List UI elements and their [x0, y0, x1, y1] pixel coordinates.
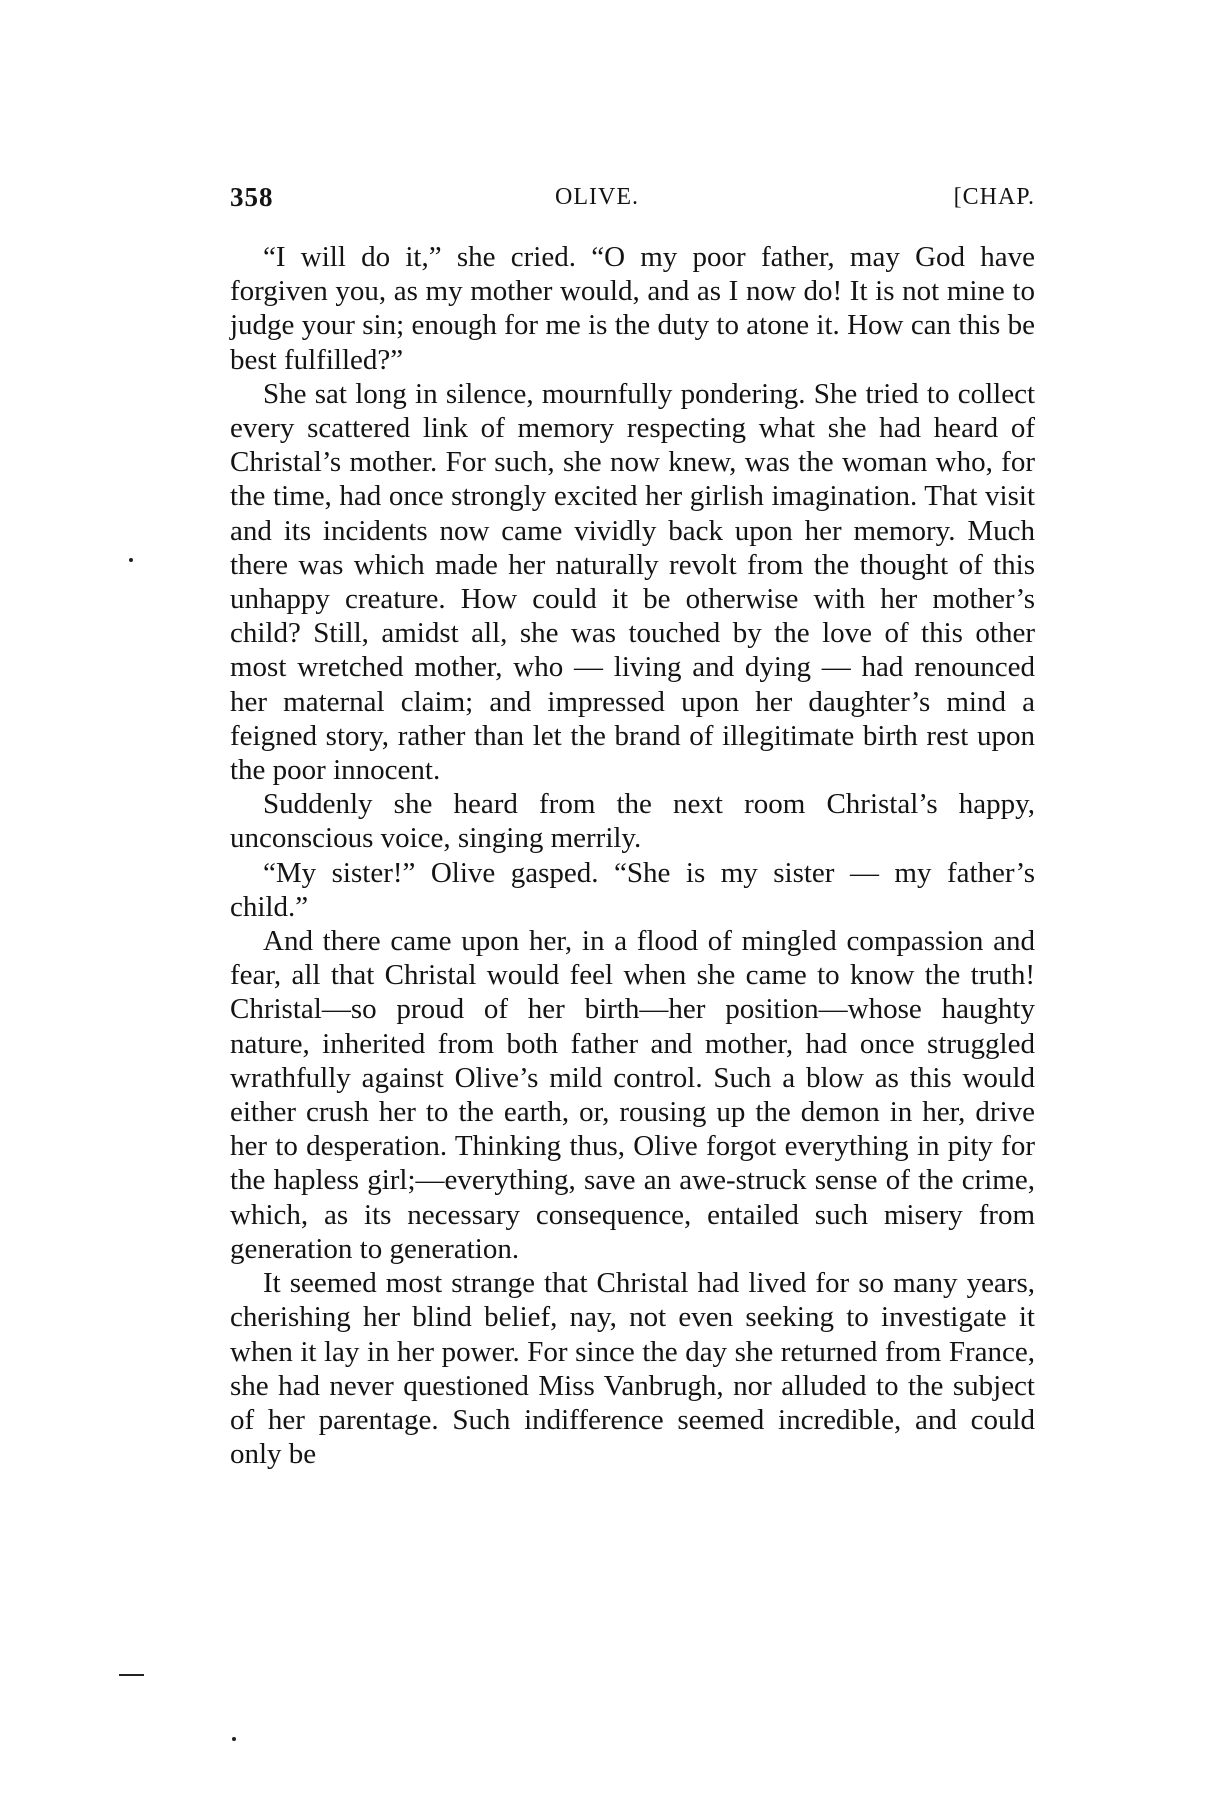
page-header: [230, 182, 1035, 222]
paragraph: It seemed most strange that Christal had lived for so many years, cherishing her blind belief, nay, not even seeking to investigate it when it lay in her power. For since the day she returned from France, she had never questioned Miss Vanbrugh, nor alluded to the subject of her parentage. Such indifference seemed incredible, and could only be: [230, 1267, 1035, 1471]
paragraph: She sat long in silence, mournfully pondering. She tried to collect every scattered link of memory respecting what she had heard of Christal’s mother. For such, she now knew, was the woman who, for the time, had once strongly excited her girlish imagination. That visit and its incidents now came vividly back upon her memory. Much there was which made her naturally revolt from the thought of this unhappy creature. How could it be otherwise with her mother’s child? Still, amidst all, she was touched by the love of this other most wretched mother, who — living and dying — had renounced her maternal claim; and impressed upon her daughter’s mind a feigned story, rather than let the brand of illegitimate birth rest upon the poor innocent.: [230, 377, 1035, 787]
margin-dot-mark: [129, 558, 133, 562]
paragraph: And there came upon her, in a flood of mingled compassion and fear, all that Christal would feel when she came to know the truth! Christal—so proud of her birth—her position—whose haughty nature, inherited from both father and mother, had once struggled wrathfully against Olive’s mild control. Such a blow as this would either crush her to the earth, or, rousing up the demon in her, drive her to desperation. Thinking thus, Olive forgot everything in pity for the hapless girl;—everything, save an awe-struck sense of the crime, which, as its necessary consequence, entailed such misery from generation to generation.: [230, 925, 1035, 1265]
paragraph: “My sister!” Olive gasped. “She is my sister — my father’s child.”: [230, 856, 1035, 923]
running-title: OLIVE.: [555, 184, 639, 210]
paragraph: Suddenly she heard from the next room Christal’s happy, unconscious voice, singing merrily.: [230, 788, 1035, 855]
body-text: [230, 240, 1035, 1471]
chapter-marker: [CHAP.: [953, 184, 1035, 210]
paragraph: “I will do it,” she cried. “O my poor father, may God have forgiven you, as my mother would, and as I now do! It is not mine to judge your sin; enough for me is the duty to atone it. How can this be best fulfilled?”: [230, 241, 1035, 376]
margin-dot-mark: [232, 1737, 236, 1741]
margin-dash-mark: [119, 1674, 144, 1676]
page-number: 358: [230, 182, 274, 212]
